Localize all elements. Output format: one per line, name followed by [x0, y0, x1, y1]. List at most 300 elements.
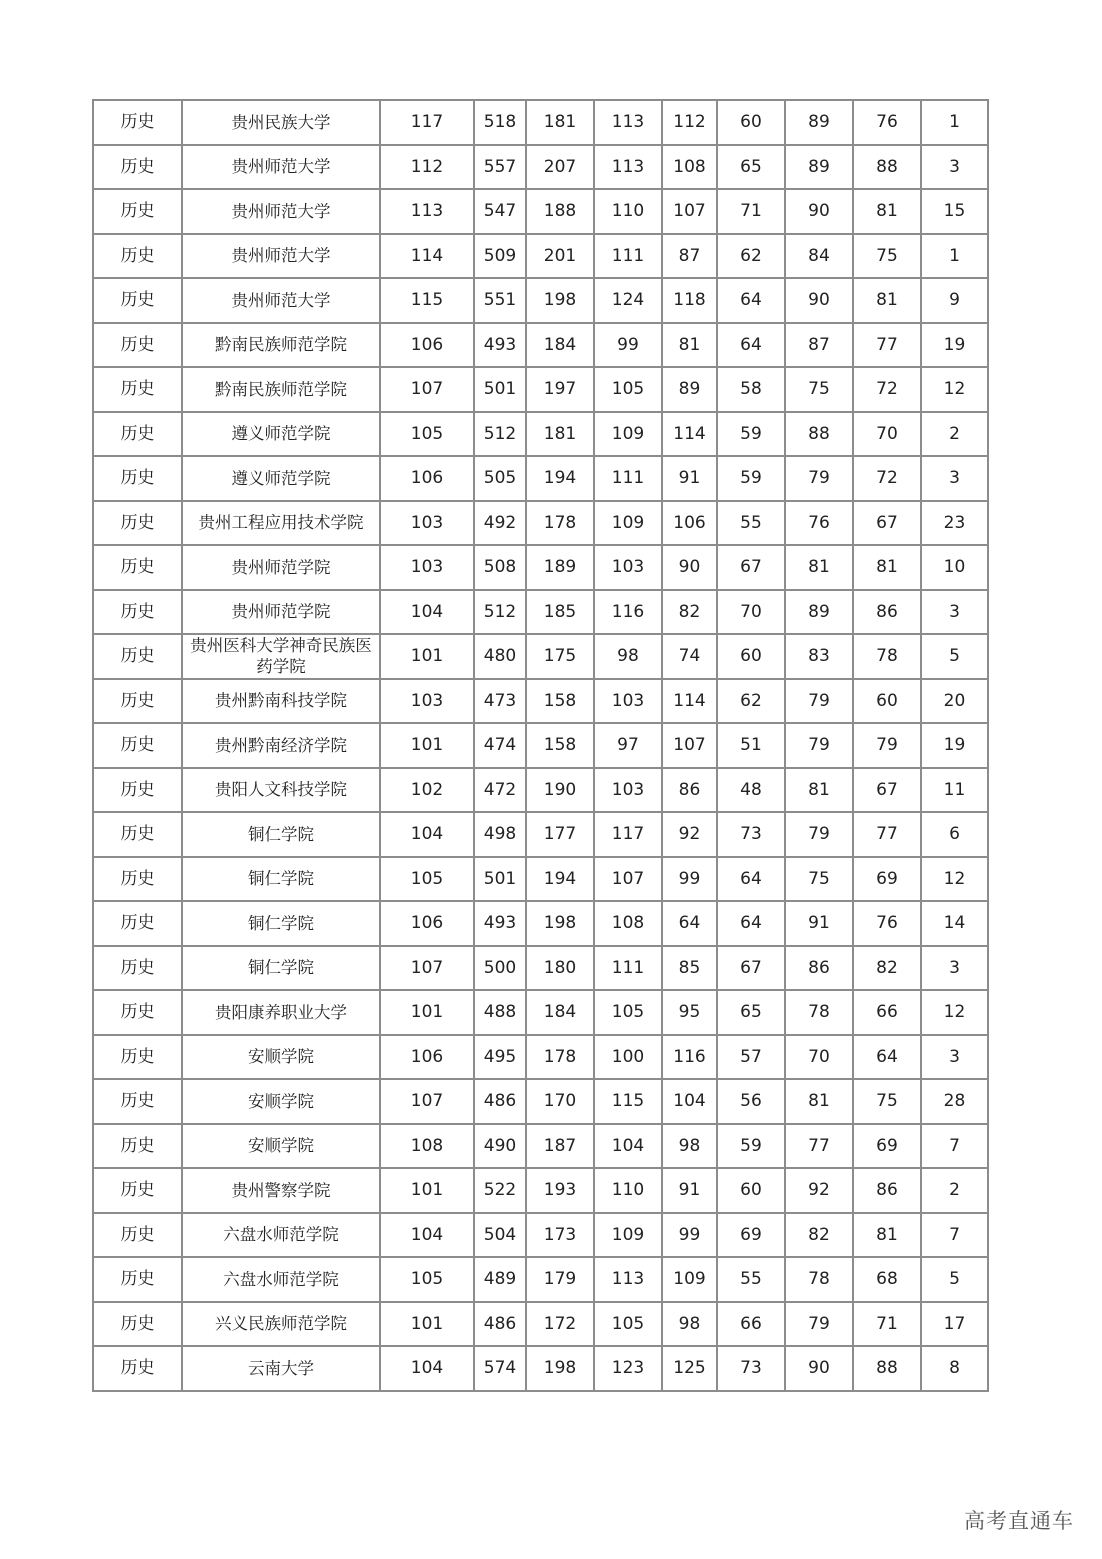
table-row — [93, 768, 988, 813]
cell-subject: 历史 — [93, 723, 182, 768]
cell-elective-1: 79 — [785, 1302, 853, 1347]
cell-code: 107 — [380, 946, 474, 991]
cell-code: 105 — [380, 412, 474, 457]
cell-rank: 15 — [921, 189, 988, 234]
cell-history: 64 — [717, 278, 785, 323]
cell-rank: 8 — [921, 1346, 988, 1391]
cell-subject: 历史 — [93, 412, 182, 457]
cell-chinese: 172 — [526, 1302, 594, 1347]
cell-english: 85 — [662, 946, 717, 991]
cell-elective-1: 81 — [785, 1079, 853, 1124]
cell-total: 474 — [474, 723, 526, 768]
cell-history: 60 — [717, 634, 785, 679]
cell-code: 106 — [380, 456, 474, 501]
cell-chinese: 179 — [526, 1257, 594, 1302]
cell-elective-2: 64 — [853, 1035, 921, 1080]
table-row — [93, 234, 988, 279]
cell-rank: 14 — [921, 901, 988, 946]
cell-subject: 历史 — [93, 545, 182, 590]
cell-total: 501 — [474, 367, 526, 412]
cell-rank: 6 — [921, 812, 988, 857]
cell-school: 铜仁学院 — [182, 857, 380, 902]
cell-history: 59 — [717, 456, 785, 501]
cell-elective-2: 66 — [853, 990, 921, 1035]
cell-subject: 历史 — [93, 679, 182, 724]
cell-chinese: 197 — [526, 367, 594, 412]
table-row — [93, 456, 988, 501]
cell-subject: 历史 — [93, 1035, 182, 1080]
cell-school: 黔南民族师范学院 — [182, 323, 380, 368]
cell-school: 安顺学院 — [182, 1124, 380, 1169]
cell-total: 490 — [474, 1124, 526, 1169]
cell-code: 104 — [380, 1346, 474, 1391]
cell-total: 492 — [474, 501, 526, 546]
cell-math: 110 — [594, 1168, 662, 1213]
cell-elective-1: 82 — [785, 1213, 853, 1258]
table-row — [93, 1346, 988, 1391]
cell-elective-1: 78 — [785, 990, 853, 1035]
cell-rank: 2 — [921, 412, 988, 457]
cell-elective-2: 69 — [853, 1124, 921, 1169]
cell-school: 贵阳人文科技学院 — [182, 768, 380, 813]
cell-english: 81 — [662, 323, 717, 368]
table-row — [93, 1213, 988, 1258]
cell-elective-1: 76 — [785, 501, 853, 546]
cell-history: 51 — [717, 723, 785, 768]
cell-code: 101 — [380, 723, 474, 768]
cell-chinese: 193 — [526, 1168, 594, 1213]
cell-english: 91 — [662, 1168, 717, 1213]
cell-english: 99 — [662, 1213, 717, 1258]
table-row — [93, 1124, 988, 1169]
cell-math: 111 — [594, 946, 662, 991]
cell-total: 500 — [474, 946, 526, 991]
cell-school: 贵州师范大学 — [182, 189, 380, 234]
cell-rank: 7 — [921, 1213, 988, 1258]
cell-english: 98 — [662, 1124, 717, 1169]
cell-rank: 3 — [921, 456, 988, 501]
table-row — [93, 901, 988, 946]
cell-chinese: 198 — [526, 1346, 594, 1391]
cell-math: 98 — [594, 634, 662, 679]
cell-english: 116 — [662, 1035, 717, 1080]
cell-elective-2: 88 — [853, 1346, 921, 1391]
cell-rank: 5 — [921, 1257, 988, 1302]
cell-code: 104 — [380, 812, 474, 857]
cell-elective-2: 79 — [853, 723, 921, 768]
cell-rank: 3 — [921, 946, 988, 991]
cell-code: 105 — [380, 1257, 474, 1302]
cell-chinese: 177 — [526, 812, 594, 857]
cell-english: 107 — [662, 189, 717, 234]
cell-math: 105 — [594, 367, 662, 412]
table-row — [93, 1257, 988, 1302]
cell-english: 98 — [662, 1302, 717, 1347]
cell-english: 91 — [662, 456, 717, 501]
cell-english: 104 — [662, 1079, 717, 1124]
cell-elective-2: 67 — [853, 768, 921, 813]
cell-rank: 1 — [921, 100, 988, 145]
cell-school: 贵州工程应用技术学院 — [182, 501, 380, 546]
cell-elective-1: 79 — [785, 679, 853, 724]
cell-school: 贵州警察学院 — [182, 1168, 380, 1213]
table-row — [93, 812, 988, 857]
cell-history: 64 — [717, 323, 785, 368]
cell-chinese: 190 — [526, 768, 594, 813]
cell-history: 70 — [717, 590, 785, 635]
cell-rank: 3 — [921, 145, 988, 190]
cell-english: 74 — [662, 634, 717, 679]
cell-math: 113 — [594, 145, 662, 190]
cell-subject: 历史 — [93, 901, 182, 946]
cell-elective-2: 75 — [853, 234, 921, 279]
cell-history: 60 — [717, 1168, 785, 1213]
cell-school: 贵州师范大学 — [182, 145, 380, 190]
cell-history: 62 — [717, 234, 785, 279]
cell-elective-2: 88 — [853, 145, 921, 190]
cell-english: 112 — [662, 100, 717, 145]
cell-elective-2: 76 — [853, 100, 921, 145]
cell-elective-2: 71 — [853, 1302, 921, 1347]
cell-total: 547 — [474, 189, 526, 234]
cell-chinese: 181 — [526, 100, 594, 145]
cell-chinese: 173 — [526, 1213, 594, 1258]
cell-history: 64 — [717, 901, 785, 946]
cell-total: 489 — [474, 1257, 526, 1302]
cell-elective-2: 86 — [853, 1168, 921, 1213]
cell-rank: 20 — [921, 679, 988, 724]
cell-elective-1: 90 — [785, 278, 853, 323]
cell-history: 59 — [717, 412, 785, 457]
cell-elective-2: 67 — [853, 501, 921, 546]
cell-code: 101 — [380, 1168, 474, 1213]
cell-subject: 历史 — [93, 1213, 182, 1258]
cell-chinese: 170 — [526, 1079, 594, 1124]
cell-elective-2: 81 — [853, 278, 921, 323]
cell-subject: 历史 — [93, 1302, 182, 1347]
cell-school: 铜仁学院 — [182, 946, 380, 991]
cell-english: 99 — [662, 857, 717, 902]
cell-elective-1: 83 — [785, 634, 853, 679]
cell-english: 64 — [662, 901, 717, 946]
cell-math: 113 — [594, 100, 662, 145]
cell-elective-2: 86 — [853, 590, 921, 635]
cell-chinese: 175 — [526, 634, 594, 679]
cell-elective-1: 77 — [785, 1124, 853, 1169]
cell-chinese: 180 — [526, 946, 594, 991]
cell-english: 107 — [662, 723, 717, 768]
table-row — [93, 100, 988, 145]
cell-english: 106 — [662, 501, 717, 546]
table-row — [93, 857, 988, 902]
cell-school: 遵义师范学院 — [182, 412, 380, 457]
cell-school: 六盘水师范学院 — [182, 1213, 380, 1258]
cell-elective-2: 72 — [853, 456, 921, 501]
cell-history: 67 — [717, 946, 785, 991]
cell-code: 101 — [380, 990, 474, 1035]
cell-rank: 11 — [921, 768, 988, 813]
cell-total: 574 — [474, 1346, 526, 1391]
cell-english: 89 — [662, 367, 717, 412]
cell-subject: 历史 — [93, 456, 182, 501]
cell-rank: 17 — [921, 1302, 988, 1347]
cell-elective-1: 79 — [785, 812, 853, 857]
cell-total: 501 — [474, 857, 526, 902]
cell-total: 518 — [474, 100, 526, 145]
cell-rank: 10 — [921, 545, 988, 590]
cell-rank: 1 — [921, 234, 988, 279]
cell-school: 贵阳康养职业大学 — [182, 990, 380, 1035]
cell-school: 云南大学 — [182, 1346, 380, 1391]
cell-history: 67 — [717, 545, 785, 590]
cell-subject: 历史 — [93, 323, 182, 368]
cell-total: 557 — [474, 145, 526, 190]
table-row — [93, 1302, 988, 1347]
cell-total: 551 — [474, 278, 526, 323]
cell-subject: 历史 — [93, 145, 182, 190]
cell-school: 贵州师范学院 — [182, 590, 380, 635]
cell-rank: 28 — [921, 1079, 988, 1124]
cell-math: 117 — [594, 812, 662, 857]
cell-elective-2: 60 — [853, 679, 921, 724]
cell-chinese: 181 — [526, 412, 594, 457]
cell-elective-1: 90 — [785, 1346, 853, 1391]
cell-history: 65 — [717, 990, 785, 1035]
table-row — [93, 946, 988, 991]
cell-rank: 12 — [921, 990, 988, 1035]
cell-math: 124 — [594, 278, 662, 323]
cell-math: 109 — [594, 412, 662, 457]
cell-elective-2: 78 — [853, 634, 921, 679]
cell-chinese: 184 — [526, 323, 594, 368]
cell-rank: 2 — [921, 1168, 988, 1213]
cell-english: 118 — [662, 278, 717, 323]
cell-english: 114 — [662, 679, 717, 724]
cell-chinese: 185 — [526, 590, 594, 635]
cell-elective-2: 81 — [853, 189, 921, 234]
cell-school: 贵州黔南科技学院 — [182, 679, 380, 724]
cell-elective-2: 76 — [853, 901, 921, 946]
table-row — [93, 412, 988, 457]
cell-code: 104 — [380, 590, 474, 635]
cell-subject: 历史 — [93, 857, 182, 902]
cell-math: 105 — [594, 990, 662, 1035]
cell-elective-1: 79 — [785, 456, 853, 501]
cell-rank: 3 — [921, 590, 988, 635]
cell-elective-1: 75 — [785, 367, 853, 412]
cell-elective-1: 89 — [785, 590, 853, 635]
cell-code: 113 — [380, 189, 474, 234]
cell-school: 贵州医科大学神奇民族医药学院 — [182, 634, 380, 679]
cell-code: 117 — [380, 100, 474, 145]
cell-subject: 历史 — [93, 367, 182, 412]
cell-total: 493 — [474, 323, 526, 368]
cell-school: 贵州师范学院 — [182, 545, 380, 590]
cell-total: 512 — [474, 590, 526, 635]
cell-elective-1: 86 — [785, 946, 853, 991]
cell-math: 111 — [594, 456, 662, 501]
cell-school: 铜仁学院 — [182, 901, 380, 946]
cell-history: 55 — [717, 1257, 785, 1302]
cell-history: 73 — [717, 812, 785, 857]
cell-code: 107 — [380, 367, 474, 412]
cell-english: 87 — [662, 234, 717, 279]
cell-elective-2: 81 — [853, 545, 921, 590]
cell-code: 102 — [380, 768, 474, 813]
cell-elective-2: 69 — [853, 857, 921, 902]
cell-total: 522 — [474, 1168, 526, 1213]
table-row — [93, 1079, 988, 1124]
cell-math: 97 — [594, 723, 662, 768]
cell-english: 108 — [662, 145, 717, 190]
cell-subject: 历史 — [93, 100, 182, 145]
cell-english: 92 — [662, 812, 717, 857]
cell-math: 123 — [594, 1346, 662, 1391]
table-row — [93, 590, 988, 635]
cell-code: 112 — [380, 145, 474, 190]
cell-chinese: 207 — [526, 145, 594, 190]
cell-total: 486 — [474, 1302, 526, 1347]
table-row — [93, 679, 988, 724]
cell-rank: 3 — [921, 1035, 988, 1080]
watermark-text: 高考直通车 — [964, 1509, 1074, 1533]
cell-code: 105 — [380, 857, 474, 902]
cell-elective-2: 70 — [853, 412, 921, 457]
cell-subject: 历史 — [93, 189, 182, 234]
cell-school: 贵州师范大学 — [182, 278, 380, 323]
cell-subject: 历史 — [93, 990, 182, 1035]
cell-elective-1: 78 — [785, 1257, 853, 1302]
cell-total: 504 — [474, 1213, 526, 1258]
cell-elective-1: 75 — [785, 857, 853, 902]
table-body — [93, 100, 988, 1391]
cell-history: 57 — [717, 1035, 785, 1080]
cell-history: 48 — [717, 768, 785, 813]
cell-total: 486 — [474, 1079, 526, 1124]
cell-subject: 历史 — [93, 768, 182, 813]
cell-math: 116 — [594, 590, 662, 635]
cell-history: 60 — [717, 100, 785, 145]
cell-chinese: 158 — [526, 723, 594, 768]
cell-rank: 12 — [921, 367, 988, 412]
cell-history: 71 — [717, 189, 785, 234]
cell-math: 103 — [594, 768, 662, 813]
cell-elective-1: 91 — [785, 901, 853, 946]
cell-total: 498 — [474, 812, 526, 857]
table-row — [93, 723, 988, 768]
cell-math: 109 — [594, 501, 662, 546]
cell-math: 115 — [594, 1079, 662, 1124]
cell-elective-1: 70 — [785, 1035, 853, 1080]
cell-subject: 历史 — [93, 234, 182, 279]
table-row — [93, 323, 988, 368]
cell-math: 113 — [594, 1257, 662, 1302]
table-row — [93, 634, 988, 679]
cell-code: 107 — [380, 1079, 474, 1124]
cell-chinese: 184 — [526, 990, 594, 1035]
cell-school: 黔南民族师范学院 — [182, 367, 380, 412]
cell-chinese: 178 — [526, 1035, 594, 1080]
cell-total: 493 — [474, 901, 526, 946]
cell-english: 90 — [662, 545, 717, 590]
cell-elective-2: 75 — [853, 1079, 921, 1124]
cell-subject: 历史 — [93, 1257, 182, 1302]
cell-school: 贵州师范大学 — [182, 234, 380, 279]
cell-total: 509 — [474, 234, 526, 279]
cell-school: 六盘水师范学院 — [182, 1257, 380, 1302]
cell-chinese: 188 — [526, 189, 594, 234]
cell-subject: 历史 — [93, 1346, 182, 1391]
cell-school: 遵义师范学院 — [182, 456, 380, 501]
cell-chinese: 187 — [526, 1124, 594, 1169]
cell-school: 贵州民族大学 — [182, 100, 380, 145]
cell-elective-2: 82 — [853, 946, 921, 991]
cell-history: 73 — [717, 1346, 785, 1391]
cell-history: 55 — [717, 501, 785, 546]
cell-history: 59 — [717, 1124, 785, 1169]
cell-rank: 19 — [921, 723, 988, 768]
cell-math: 99 — [594, 323, 662, 368]
cell-total: 508 — [474, 545, 526, 590]
cell-code: 103 — [380, 501, 474, 546]
cell-chinese: 194 — [526, 857, 594, 902]
cell-code: 101 — [380, 634, 474, 679]
cell-history: 56 — [717, 1079, 785, 1124]
cell-rank: 5 — [921, 634, 988, 679]
cell-code: 108 — [380, 1124, 474, 1169]
cell-subject: 历史 — [93, 812, 182, 857]
cell-rank: 19 — [921, 323, 988, 368]
cell-school: 安顺学院 — [182, 1079, 380, 1124]
cell-math: 110 — [594, 189, 662, 234]
cell-math: 105 — [594, 1302, 662, 1347]
cell-total: 512 — [474, 412, 526, 457]
cell-school: 铜仁学院 — [182, 812, 380, 857]
cell-elective-1: 81 — [785, 545, 853, 590]
cell-math: 100 — [594, 1035, 662, 1080]
table-row — [93, 501, 988, 546]
cell-chinese: 201 — [526, 234, 594, 279]
cell-elective-1: 92 — [785, 1168, 853, 1213]
cell-math: 104 — [594, 1124, 662, 1169]
cell-elective-2: 68 — [853, 1257, 921, 1302]
cell-subject: 历史 — [93, 590, 182, 635]
cell-math: 107 — [594, 857, 662, 902]
cell-total: 473 — [474, 679, 526, 724]
table-row — [93, 145, 988, 190]
table-row — [93, 1168, 988, 1213]
cell-elective-2: 77 — [853, 323, 921, 368]
cell-history: 58 — [717, 367, 785, 412]
cell-chinese: 158 — [526, 679, 594, 724]
cell-elective-1: 89 — [785, 145, 853, 190]
cell-code: 106 — [380, 901, 474, 946]
cell-rank: 7 — [921, 1124, 988, 1169]
cell-code: 114 — [380, 234, 474, 279]
cell-english: 125 — [662, 1346, 717, 1391]
cell-code: 104 — [380, 1213, 474, 1258]
table-row — [93, 990, 988, 1035]
cell-elective-1: 81 — [785, 768, 853, 813]
cell-subject: 历史 — [93, 501, 182, 546]
cell-history: 66 — [717, 1302, 785, 1347]
cell-elective-2: 81 — [853, 1213, 921, 1258]
cell-total: 495 — [474, 1035, 526, 1080]
table-row — [93, 189, 988, 234]
table-row — [93, 545, 988, 590]
cell-subject: 历史 — [93, 1168, 182, 1213]
cell-english: 109 — [662, 1257, 717, 1302]
